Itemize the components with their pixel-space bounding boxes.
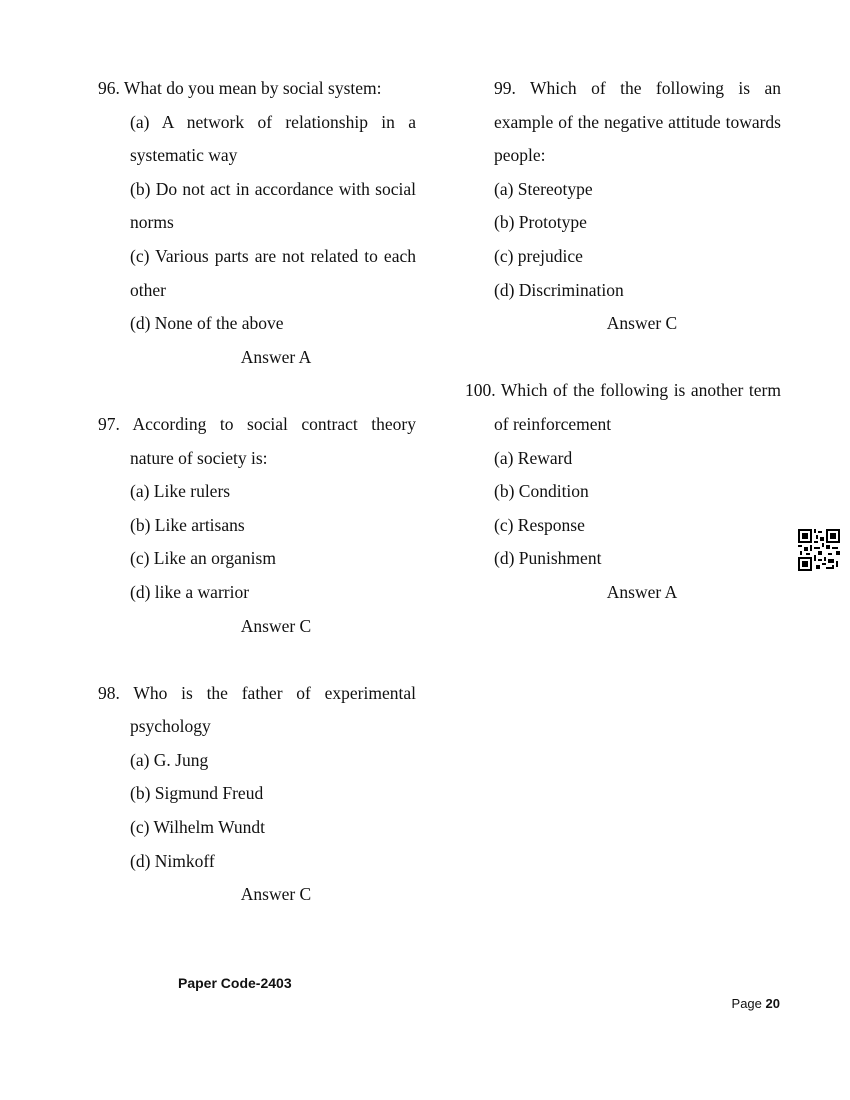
option-b: (b) Sigmund Freud [130, 783, 264, 804]
option-a: (a) G. Jung [130, 749, 209, 770]
option-c: (c) Like an organism [130, 548, 276, 569]
option-d: (d) like a warrior [130, 581, 250, 602]
question-100 [465, 374, 781, 609]
paper-code: Paper Code-2403 [178, 975, 292, 991]
right-column [465, 72, 781, 610]
option-b: (b) Like artisans [130, 514, 245, 535]
option-a: (a) Like rulers [130, 481, 231, 502]
question-stem: 97. According to social contract theory nature of society is: [98, 413, 416, 468]
question-99 [465, 72, 781, 341]
answer-label: Answer C [240, 884, 312, 905]
option-b: (b) Do not act in accordance with social norms [130, 178, 416, 233]
left-column [98, 72, 416, 912]
option-c: (c) Wilhelm Wundt [130, 817, 266, 838]
option-c: (c) Various parts are not related to each other [130, 245, 416, 300]
option-d: (d) Nimkoff [130, 850, 215, 871]
option-a: (a) Stereotype [494, 178, 593, 199]
question-stem: 99. Which of the following is an example of the negative attitude towards people: [494, 78, 781, 166]
answer-label: Answer C [606, 313, 678, 334]
question-96 [98, 72, 416, 374]
page-number: 20 [765, 996, 780, 1011]
option-d: (d) None of the above [130, 313, 284, 334]
question-stem: 100. Which of the following is another term of reinforcement [465, 380, 781, 434]
answer-label: Answer C [240, 615, 312, 636]
option-b: (b) Condition [494, 481, 589, 502]
option-a: (a) A network of relationship in a systematic way [130, 111, 416, 166]
question-stem: 96. What do you mean by social system: [98, 78, 382, 98]
page-label: Page [731, 996, 762, 1011]
question-98 [98, 677, 416, 912]
option-a: (a) Reward [494, 447, 573, 468]
answer-label: Answer A [240, 346, 312, 367]
option-d: (d) Punishment [494, 548, 602, 569]
page-number-footer [732, 996, 780, 1011]
option-c: (c) Response [494, 514, 585, 535]
answer-label: Answer A [606, 581, 678, 602]
question-97 [98, 408, 416, 643]
option-c: (c) prejudice [494, 245, 583, 266]
option-d: (d) Discrimination [494, 279, 624, 300]
qr-code-icon [798, 529, 840, 571]
option-b: (b) Prototype [494, 212, 587, 233]
question-stem: 98. Who is the father of experimental psychology [98, 682, 416, 737]
